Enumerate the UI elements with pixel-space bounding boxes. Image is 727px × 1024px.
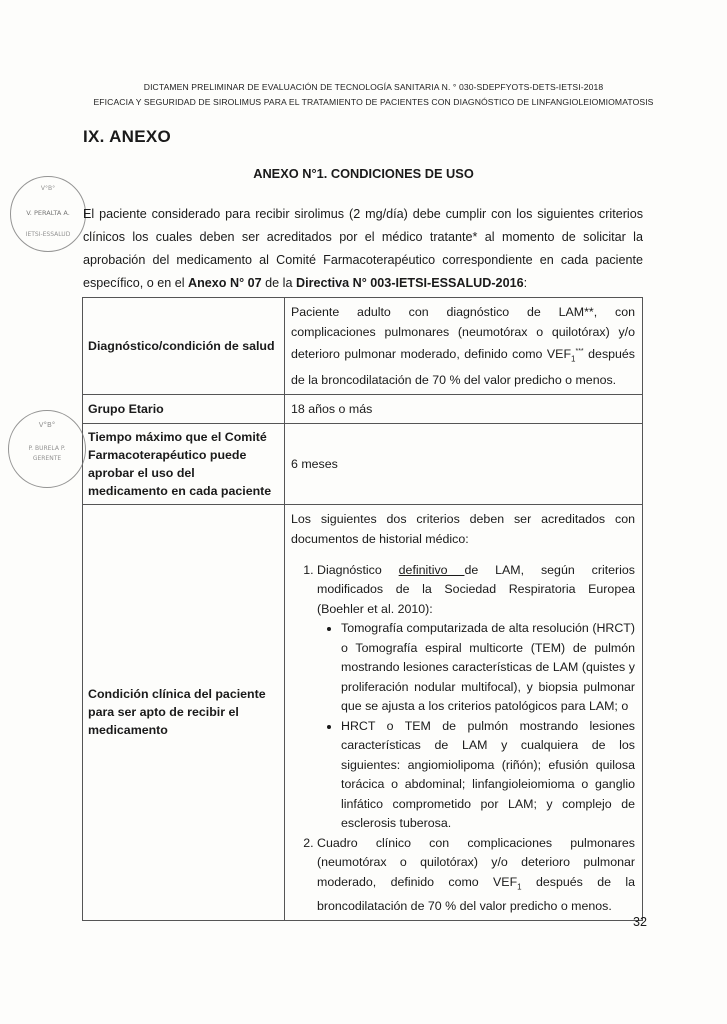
table-row bbox=[83, 394, 643, 423]
vef-subscript: 1 bbox=[571, 354, 576, 364]
row-label: Tiempo máximo que el Comité Farmacoterapéutico puede aprobar el uso del medicamento en cada paciente bbox=[83, 423, 285, 504]
list-item bbox=[317, 834, 635, 916]
table-row bbox=[83, 504, 643, 920]
criteria-list bbox=[291, 561, 635, 916]
stamp-2-top: V°B° bbox=[38, 421, 56, 429]
approval-stamp-1 bbox=[10, 176, 86, 252]
header-line-2: EFICACIA Y SEGURIDAD DE SIROLIMUS PARA EL TRATAMIENTO DE PACIENTES CON DIAGNÓSTICO DE LINFANGIOLEIOMIOMATOSIS bbox=[93, 97, 654, 107]
criterion-1-sublist bbox=[317, 619, 635, 834]
criterion-2-text: Cuadro clínico con complicaciones pulmonares (neumotórax o quilotórax) y/o deterioro pulmonar moderado, definido como VEF bbox=[317, 835, 635, 889]
list-item: • Tomografía computarizada de alta resolución (HRCT) o Tomografía espiral multicorte (TEM) de pulmón mostrando lesiones características de LAM (quistes y proliferación nodular multifocal), y biopsia pulmonar que se ajusta a los criterios patológicos para LAM; o bbox=[341, 619, 635, 717]
criteria-intro: Los siguientes dos criterios deben ser acreditados con documentos de historial médico: bbox=[291, 511, 635, 546]
stamp-1-mid: V. PERALTA A. bbox=[26, 209, 70, 217]
intro-line-4 bbox=[83, 272, 643, 295]
table-row bbox=[83, 298, 643, 395]
intro-line-3: aprobación del medicamento al Comité Farmacoterapéutico correspondiente en cada paciente bbox=[83, 253, 643, 267]
approval-stamp-2 bbox=[8, 410, 86, 488]
criterion-2-text: después de la broncodilatación de 70 % del valor predicho o menos. bbox=[317, 874, 635, 913]
annex-title: ANEXO N°1. CONDICIONES DE USO bbox=[253, 166, 474, 181]
section-title: IX. ANEXO bbox=[83, 127, 172, 146]
row-value bbox=[285, 504, 643, 920]
intro-line-1: El paciente considerado para recibir sirolimus (2 mg/día) debe cumplir con los siguientes criterios bbox=[83, 207, 643, 221]
intro-text: de la bbox=[265, 276, 293, 290]
row-value: 18 años o más bbox=[285, 394, 643, 423]
row-label: Grupo Etario bbox=[83, 394, 285, 423]
diagnosis-text-a: Paciente adulto con diagnóstico de LAM**, con complicaciones pulmonares (neumotórax o quilotórax) y/o deterioro pulmonar moderado, definido como VEF bbox=[291, 305, 635, 362]
criterion-1-text: de LAM, según criterios modificados de la Sociedad Respiratoria Europea (Boehler et al. 2010): bbox=[317, 562, 635, 616]
row-value: 6 meses bbox=[285, 423, 643, 504]
diagnosis-text-b: después de la broncodilatación de 70 % del valor predicho o menos. bbox=[291, 347, 636, 387]
stamp-2-bot: GERENTE bbox=[32, 455, 62, 462]
criterion-1-text: Diagnóstico bbox=[317, 562, 399, 577]
stamp-1-top: V°B° bbox=[40, 185, 56, 192]
intro-text: específico, o en el bbox=[83, 276, 185, 290]
header-line-1: DICTAMEN PRELIMINAR DE EVALUACIÓN DE TECNOLOGÍA SANITARIA N. ° 030-SDEPFYOTS-DETS-IETSI-2018 bbox=[143, 82, 604, 92]
conditions-table bbox=[82, 297, 643, 921]
directive-reference: Directiva N° 003-IETSI-ESSALUD-2016 bbox=[295, 276, 524, 290]
row-value bbox=[285, 298, 643, 395]
footnote-mark: *** bbox=[575, 348, 584, 355]
annex-reference: Anexo N° 07 bbox=[188, 276, 262, 290]
stamp-1-bot: IETSI-ESSALUD bbox=[25, 231, 71, 238]
intro-paragraph bbox=[83, 203, 643, 295]
diagnosis-text bbox=[291, 302, 635, 390]
stamp-2-mid: P. BURELA P. bbox=[28, 445, 66, 452]
intro-text: : bbox=[523, 276, 528, 290]
page-number: 32 bbox=[633, 915, 648, 929]
list-item: • HRCT o TEM de pulmón mostrando lesiones características de LAM y cualquiera de los siguientes: angiomiolipoma (riñón); efusión quilosa torácica o abdominal; linfangioleiomioma o ganglio linfático comprometido por LAM; y complejo de esclerosis tuberosa. bbox=[341, 717, 635, 834]
list-item bbox=[317, 561, 635, 834]
intro-line-2: clínicos los cuales deben ser acreditados por el médico tratante* al momento de solicitar la bbox=[83, 230, 643, 244]
vef-subscript: 1 bbox=[517, 882, 522, 892]
table-row bbox=[83, 423, 643, 504]
row-label: Diagnóstico/condición de salud bbox=[83, 298, 285, 395]
criterion-1-underlined: definitivo bbox=[398, 562, 465, 577]
row-label: Condición clínica del paciente para ser apto de recibir el medicamento bbox=[83, 504, 285, 920]
document-header bbox=[60, 80, 687, 110]
